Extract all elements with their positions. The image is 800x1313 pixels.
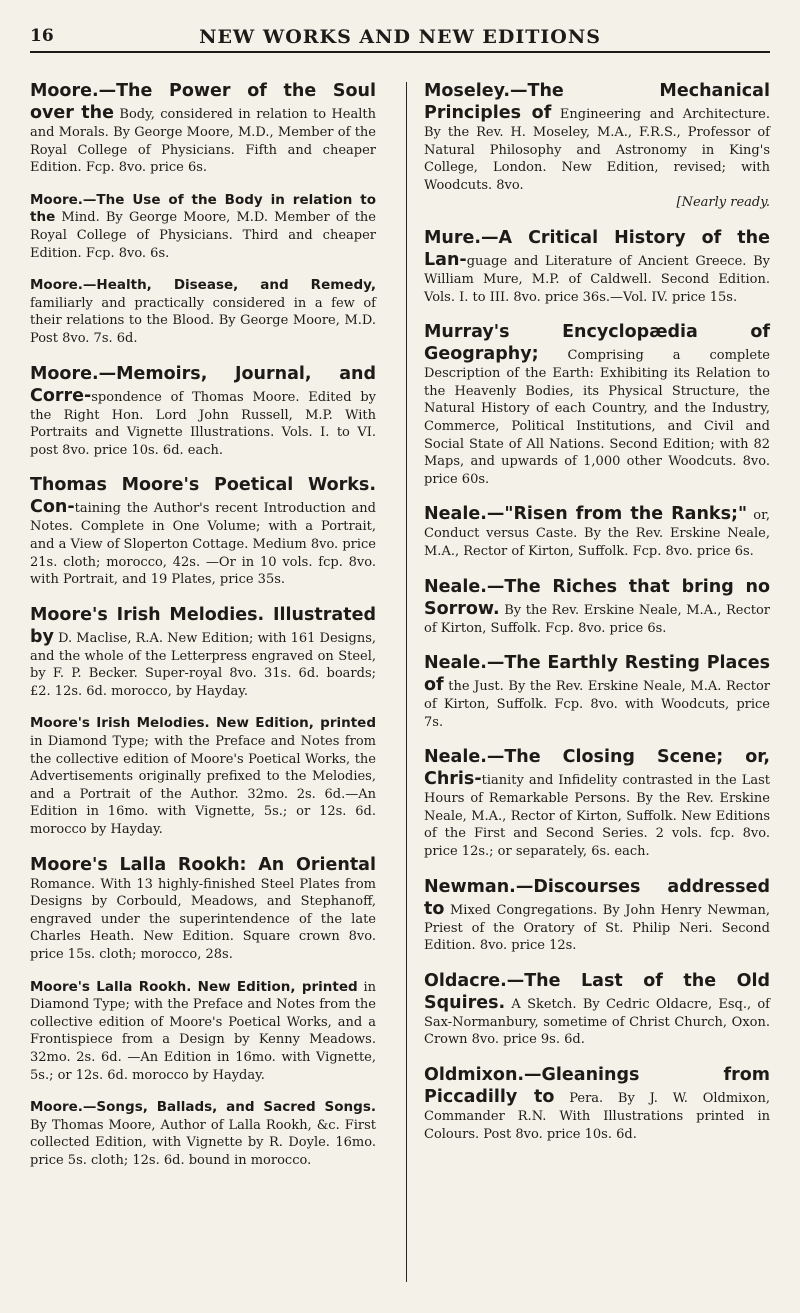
catalog-entry (424, 227, 770, 306)
page-number: 16 (30, 26, 54, 46)
entry-text: in Diamond Type; with the Preface and Notes from the collective edition of Moore's Poetical Works, and a Frontispiece from a Design by Kenny Meadows. 32mo. 2s. 6d. —An Edition in 16mo. with Vignette, 5s.; or 12s. 6d. morocco by Hayday. (30, 979, 376, 1083)
running-head: NEW WORKS AND NEW EDITIONS (199, 26, 601, 48)
entry-heading: Neale.—The Closing Scene; or, Chris- (424, 747, 770, 790)
entry-text: or, Conduct versus Caste. By the Rev. Erskine Neale, M.A., Rector of Kirton, Suffolk. Fcp. 8vo. price 6s. (424, 508, 770, 559)
catalog-entry (30, 979, 376, 1085)
entry-text: Mind. By George Moore, M.D. Member of the Royal College of Physicians. Third and cheaper Edition. Fcp. 8vo. 6s. (30, 210, 376, 261)
catalog-entry (424, 970, 770, 1049)
entry-heading: Moore's Irish Melodies. Illustrated by (30, 604, 376, 647)
right-column (424, 80, 770, 1158)
entry-heading: Newman.—Discourses addressed to (424, 876, 770, 919)
page-header (30, 26, 770, 56)
entry-text: By Thomas Moore, Author of Lalla Rookh, &c. First collected Edition, with Vignette by R. Doyle. 16mo. price 5s. cloth; 12s. 6d. bound in morocco. (30, 1117, 376, 1168)
catalog-entry (424, 652, 770, 731)
entry-heading: Neale.—"Risen from the Ranks;" (424, 504, 748, 525)
entry-heading: Murray's Encyclopædia of Geography; (424, 322, 770, 365)
entry-text: By the Rev. Erskine Neale, M.A., Rector of Kirton, Suffolk. Fcp. 8vo. price 6s. (424, 602, 770, 636)
catalog-entry (30, 474, 376, 588)
entry-text: guage and Literature of Ancient Greece. By William Mure, M.P. of Caldwell. Second Edition. Vols. I. to III. 8vo. price 36s.—Vol. IV. price 15s. (424, 253, 770, 305)
catalog-entry (424, 321, 770, 488)
entry-text: Comprising a complete Description of the Earth: Exhibiting its Relation to the Heavenly Bodies, its Physical Structure, the Natural History of each Country, and the Industry, Commerce, Political Institutions, and Civil and Social State of All Nations. Second Edition; with 82 Maps, and upwards of 1,000 other Woodcuts. 8vo. price 60s. (424, 348, 770, 487)
entry-heading: Neale.—The Riches that bring no Sorrow. (424, 576, 770, 619)
entry-heading: Moore's Lalla Rookh: An Oriental (30, 854, 376, 875)
entry-heading: Moore.—Memoirs, Journal, and Corre- (30, 363, 376, 406)
entry-text: spondence of Thomas Moore. Edited by the Right Hon. Lord John Russell, M.P. With Portraits and Vignette Illustrations. Vols. I. to VI. post 8vo. price 10s. 6d. each. (30, 389, 376, 458)
entry-text: Mixed Congregations. By John Henry Newman, Priest of the Oratory of St. Philip Neri. Second Edition. 8vo. price 12s. (424, 902, 770, 954)
catalog-entry (424, 80, 770, 212)
catalog-entry (30, 715, 376, 838)
catalog-entry (30, 80, 376, 177)
entry-heading: Moore.—The Use of the Body in relation to the (30, 191, 376, 226)
entry-heading: Moore.—The Power of the Soul over the (30, 81, 376, 123)
catalog-entry (30, 854, 376, 964)
header-rule (30, 51, 770, 53)
entry-heading: Moore.—Songs, Ballads, and Sacred Songs. (30, 1099, 376, 1116)
left-column (30, 80, 376, 1185)
entry-text: Romance. With 13 highly-finished Steel Plates from Designs by Corbould, Meadows, and Stephanoff, engraved under the superintendence of the late Charles Heath. New Edition. Square crown 8vo. price 15s. cloth; morocco, 28s. (30, 876, 376, 962)
entry-text: D. Maclise, R.A. New Edition; with 161 Designs, and the whole of the Letterpress engraved on Steel, by F. P. Becker. Super-royal 8vo. 31s. 6d. boards; £2. 12s. 6d. morocco, by Hayday. (30, 630, 376, 699)
entry-heading: Mure.—A Critical History of the Lan- (424, 227, 770, 270)
entry-text: taining the Author's recent Introduction and Notes. Complete in One Volume; with a Portrait, and a View of Sloperton Cottage. Medium 8vo. price 21s. cloth; morocco, 42s. —Or in 10 vols. fcp. 8vo. with Portrait, and 19 Plates, price 35s. (30, 501, 376, 588)
entry-note: [Nearly ready. (676, 195, 770, 211)
catalog-entry (30, 1099, 376, 1169)
entry-heading: Neale.—The Earthly Resting Places of (424, 653, 770, 696)
entry-text: Engineering and Architecture. By the Rev. H. Moseley, M.A., F.R.S., Professor of Natural Philosophy and Astronomy in King's College, London. New Edition, revised; with Woodcuts. 8vo. (424, 107, 770, 193)
entry-heading: Moore's Lalla Rookh. New Edition, printed (30, 978, 358, 995)
entry-heading: Thomas Moore's Poetical Works. Con- (30, 475, 376, 518)
entry-text: familiarly and practically considered in a few of their relations to the Blood. By George Moore, M.D. Post 8vo. 7s. 6d. (30, 295, 376, 346)
entry-heading: Moore's Irish Melodies. New Edition, printed (30, 715, 376, 732)
catalog-entry (424, 503, 770, 560)
catalog-entry (30, 192, 376, 262)
entry-heading: Oldacre.—The Last of the Old Squires. (424, 970, 770, 1013)
entry-text: the Just. By the Rev. Erskine Neale, M.A. Rector of Kirton, Suffolk. Fcp. 8vo. with Woodcuts, price 7s. (424, 679, 770, 730)
entry-heading: Moore.—Health, Disease, and Remedy, (30, 277, 376, 294)
entry-text: tianity and Infidelity contrasted in the Last Hours of Remarkable Persons. By the Rev. Erskine Neale, M.A., Rector of Kirton, Suffolk. New Editions of the First and Second Series. 2 vols. fcp. 8vo. price 12s.; or separately, 6s. each. (424, 773, 770, 860)
entry-heading: Oldmixon.—Gleanings from Piccadilly to (424, 1065, 770, 1108)
catalog-entry (30, 277, 376, 347)
catalog-entry (424, 876, 770, 955)
catalog-entry (30, 363, 376, 460)
catalog-entry (424, 576, 770, 638)
column-divider (406, 82, 407, 1282)
entry-heading: Moseley.—The Mechanical Principles of (424, 81, 770, 123)
entry-text: A Sketch. By Cedric Oldacre, Esq., of Sax-Normanbury, sometime of Christ Church, Oxon. Crown 8vo. price 9s. 6d. (424, 996, 770, 1048)
entry-text: in Diamond Type; with the Preface and Notes from the collective edition of Moore's Poetical Works, the Advertisements originally prefixed to the Melodies, and a Portrait of the Author. 32mo. 2s. 6d.—An Edition in 16mo. with Vignette, 5s.; or 12s. 6d. morocco by Hayday. (30, 734, 376, 838)
catalog-entry (424, 746, 770, 860)
catalog-entry (30, 604, 376, 701)
entry-text: Pera. By J. W. Oldmixon, Commander R.N. With Illustrations printed in Colours. Post 8vo. price 10s. 6d. (424, 1091, 770, 1142)
entry-text: Body, considered in relation to Health and Morals. By George Moore, M.D., Member of the Royal College of Physicians. Fifth and cheaper Edition. Fcp. 8vo. price 6s. (30, 107, 376, 176)
catalog-entry (424, 1064, 770, 1143)
